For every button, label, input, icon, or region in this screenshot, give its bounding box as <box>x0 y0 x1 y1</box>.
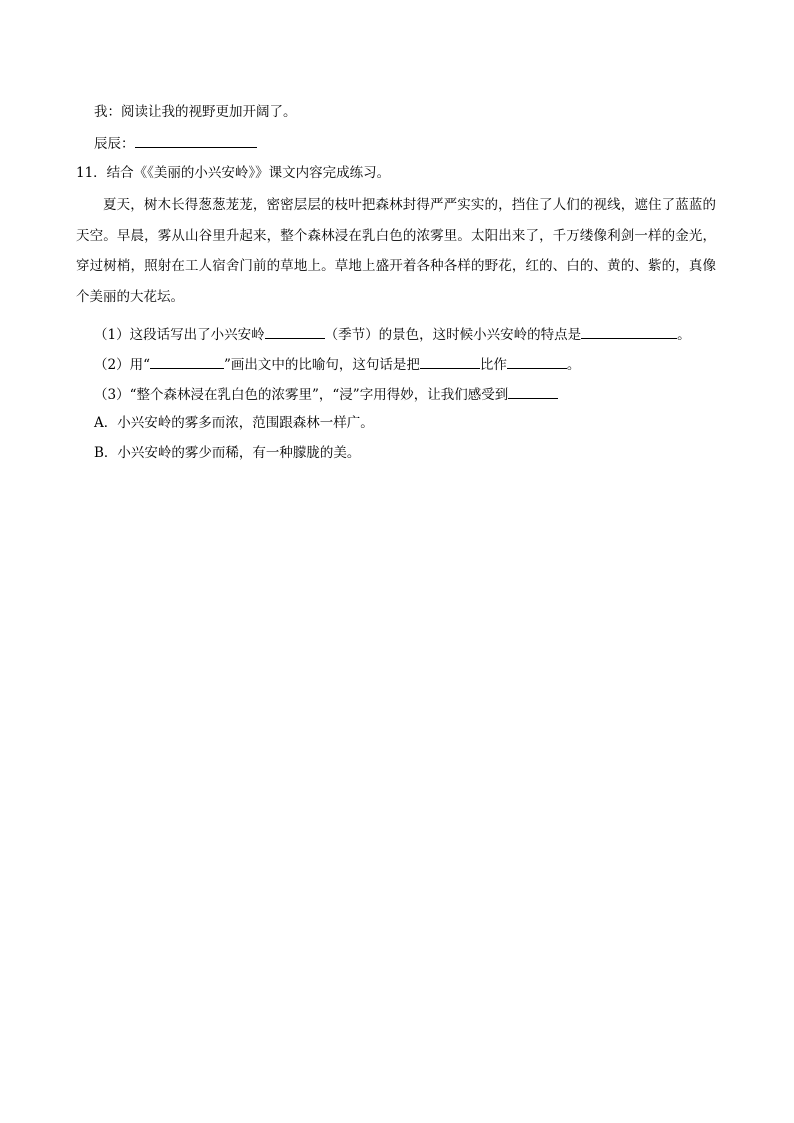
answer-blank-feeling[interactable] <box>508 384 558 399</box>
question-11-passage: 夏天，树木长得葱葱茏茏，密密层层的枝叶把森林封得严严实实的，挡住了人们的视线，遮住了蓝蓝的天空。早晨，雾从山谷里升起来，整个森林浸在乳白色的浓雾里。太阳出来了，千万缕像利剑一样的金光，穿过树梢，照射在工人宿舍门前的草地上。草地上盛开着各种各样的野花，红的、白的、黄的、紫的，真像个美丽的大花坛。 <box>76 197 716 305</box>
sub1-part-a: （1）这段话写出了小兴安岭 <box>94 327 265 343</box>
sub1-part-c: 。 <box>677 327 691 343</box>
answer-blank-compared-to[interactable] <box>507 354 567 369</box>
chenchen-label: 辰辰： <box>94 136 135 152</box>
dialogue-me-line: 我：阅读让我的视野更加开阔了。 <box>94 104 297 120</box>
answer-blank-chenchen[interactable] <box>135 133 257 148</box>
option-b[interactable]: B．小兴安岭的雾少而稀，有一种朦胧的美。 <box>94 445 361 461</box>
sub-question-3 <box>94 384 558 404</box>
sub-question-2 <box>94 354 580 374</box>
sub2-part-a: （2）用“ <box>94 357 150 373</box>
answer-blank-season[interactable] <box>265 324 325 339</box>
answer-blank-feature[interactable] <box>581 324 677 339</box>
sub2-part-d: 。 <box>566 357 581 373</box>
sub-question-1 <box>94 324 691 344</box>
question-11-stem: 11．结合《《美丽的小兴安岭》》课文内容完成练习。 <box>76 165 391 181</box>
sub1-part-b: （季节）的景色，这时候小兴安岭的特点是 <box>324 327 582 343</box>
sub3-text: （3）“整个森林浸在乳白色的浓雾里”，“浸”字用得妙，让我们感受到 <box>94 387 509 403</box>
dialogue-chenchen-line <box>94 133 257 153</box>
answer-blank-compared[interactable] <box>420 354 480 369</box>
sub2-part-c: 比作 <box>479 357 507 373</box>
underline-marker-sample <box>150 354 224 369</box>
option-a[interactable]: A．小兴安岭的雾多而浓，范围跟森林一样广。 <box>94 415 374 431</box>
sub2-part-b: ”画出文中的比喻句，这句话是把 <box>224 357 420 373</box>
